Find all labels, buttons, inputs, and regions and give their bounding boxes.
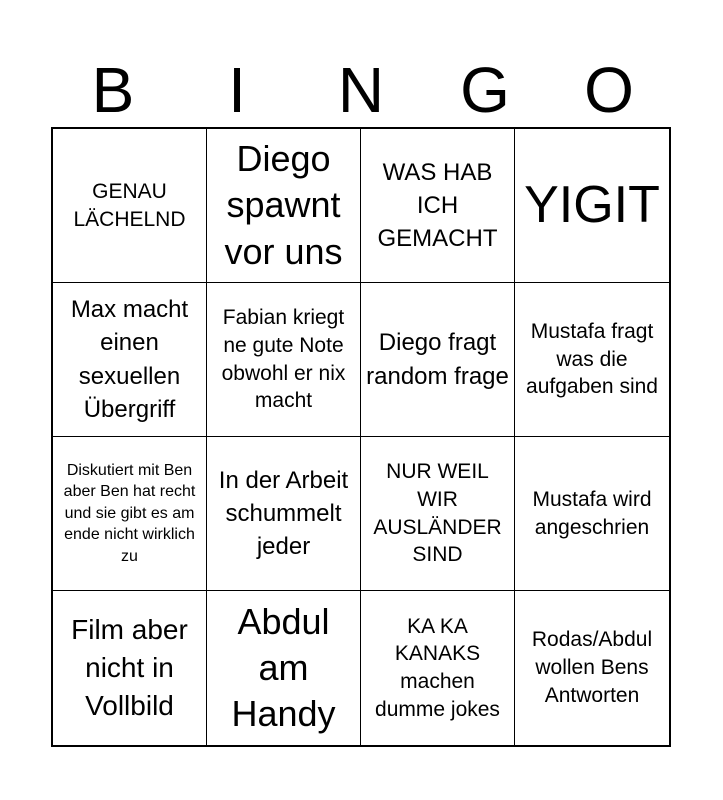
bingo-cell[interactable]: NUR WEIL WIR AUSLÄNDER SIND <box>361 437 515 591</box>
bingo-cell[interactable]: Diego fragt random frage <box>361 283 515 437</box>
bingo-cell[interactable]: In der Arbeit schummelt jeder <box>207 437 361 591</box>
bingo-board <box>51 127 671 747</box>
bingo-cell[interactable]: KA KA KANAKS machen dumme jokes <box>361 591 515 745</box>
bingo-cell[interactable]: GENAU LÄCHELND <box>53 129 207 283</box>
bingo-cell[interactable]: WAS HAB ICH GEMACHT <box>361 129 515 283</box>
bingo-cell[interactable]: Diego spawnt vor uns <box>207 129 361 283</box>
bingo-cell[interactable]: Abdul am Handy <box>207 591 361 745</box>
bingo-cell[interactable]: Mustafa wird angeschrien <box>515 437 669 591</box>
header-letter-n: N <box>337 54 385 126</box>
bingo-header <box>51 52 671 128</box>
bingo-cell[interactable]: Rodas/Abdul wollen Bens Antworten <box>531 628 653 707</box>
bingo-cell[interactable]: Fabian kriegt ne gute Note obwohl er nix macht <box>207 283 361 437</box>
header-letter-b: B <box>91 54 135 126</box>
header-letter-g: G <box>460 54 510 126</box>
bingo-cell[interactable]: Mustafa fragt was die aufgaben sind <box>515 283 669 437</box>
header-letter-o: O <box>584 54 634 126</box>
bingo-cell[interactable]: Film aber nicht in Vollbild <box>53 591 207 745</box>
bingo-cell[interactable]: Max macht einen sexuellen Übergriff <box>53 283 207 437</box>
bingo-cell[interactable]: Diskutiert mit Ben aber Ben hat recht und sie gibt es am ende nicht wirklich zu <box>53 437 207 591</box>
bingo-cell[interactable]: YIGIT <box>515 129 669 283</box>
header-letter-i: I <box>228 54 246 126</box>
